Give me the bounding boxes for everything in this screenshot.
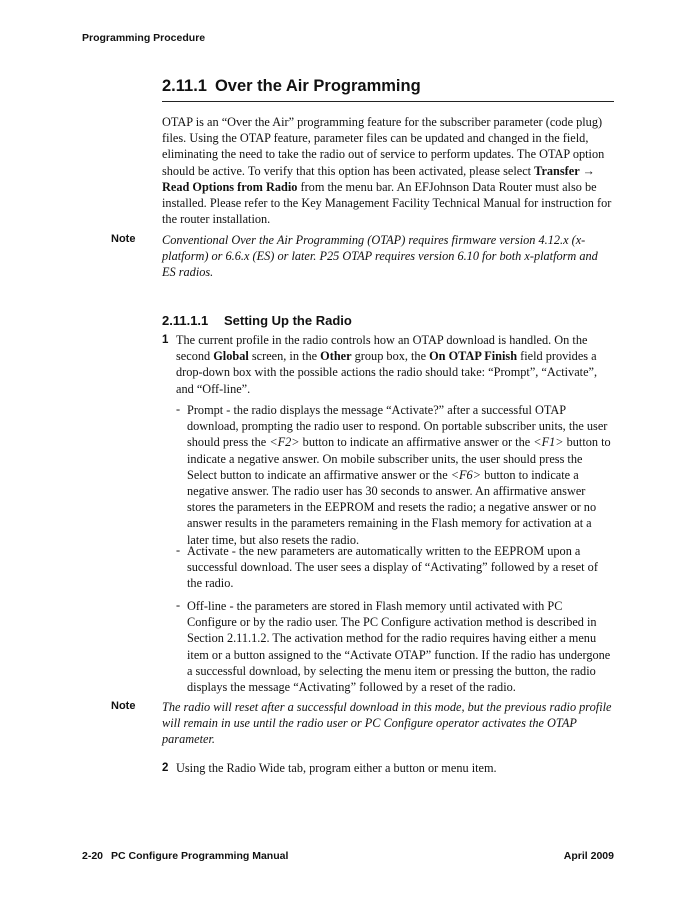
subsection-title-text: Setting Up the Radio (224, 313, 352, 328)
bullet-dash: - (176, 543, 181, 557)
subsection-number: 2.11.1.1 (162, 313, 209, 328)
bullet-activate: Activate - the new parameters are automatically written to the EEPROM upon a successful download. The user sees a display of “Activating” followed by a reset of the radio. (187, 544, 598, 591)
note-label: Note (111, 233, 136, 245)
note-text: The radio will reset after a successful download in this mode, but the previous radio profile will remain in use until the radio user or PC Configure operator activates the OTAP parameter. (162, 700, 612, 747)
footer-left (82, 850, 288, 862)
bullet-dash: - (176, 598, 181, 612)
step-text: Using the Radio Wide tab, program either a button or menu item. (176, 761, 497, 775)
section-number: 2.11.1 (162, 77, 207, 95)
note-label: Note (111, 700, 136, 712)
page-number: 2-20 (82, 850, 104, 862)
step-number: 2 (162, 762, 169, 774)
section-title (162, 77, 421, 96)
bullet-dash: - (176, 402, 181, 416)
step-number: 1 (162, 334, 169, 346)
menu-path: Transfer → Read Options from Radio (162, 163, 595, 194)
step-text: The current profile in the radio controls how an OTAP download is handled. On the second Global screen, in the Other group box, the On OTAP Finish field provides a drop-down box with the possible actions the radio should take: “Prompt”, “Activate”, and “Off-line”. (176, 333, 598, 396)
running-header: Programming Procedure (82, 32, 206, 44)
manual-title: PC Configure Programming Manual (111, 850, 289, 862)
footer-date: April 2009 (563, 850, 614, 862)
section-title-text: Over the Air Programming (214, 77, 421, 95)
bullet-offline: Off-line - the parameters are stored in Flash memory until activated with PC Configure or by the radio user. The PC Configure activation method is described in Section 2.11.1.2. The activation method for the radio requires having either a menu item or a button assigned to the “Activate OTAP” function. If the radio has undergone a successful download, by selecting the menu item or pressing the button, the radio displays the message “Activating” followed by a reset of the radio. (187, 599, 611, 695)
section-rule (162, 101, 614, 102)
subsection-title (162, 313, 352, 328)
note-text: Conventional Over the Air Programming (OTAP) requires firmware version 4.12.x (x-platform) or 6.6.x (ES) or later. P25 OTAP requires version 6.10 for both x-platform and ES radios. (162, 233, 598, 280)
intro-paragraph: OTAP is an “Over the Air” programming feature for the subscriber parameter (code plug) files. Using the OTAP feature, parameter files can be updated and changed in the field, eliminating the need to take the radio out of service to perform updates. The OTAP option should be active. To verify that this option has been activated, please select Transfer → Read Options from Radio from the menu bar. An EFJohnson Data Router must also be installed. Please refer to the Key Management Facility Technical Manual for instruction for the router installation. (162, 115, 612, 227)
bullet-prompt: Prompt - the radio displays the message “Activate?” after a successful OTAP download, prompting the radio user to respond. On portable subscriber units, the user should press the <F2> button to indicate an affirmative answer or the <F1> button to indicate a negative answer. On mobile subscriber units, the user should press the Select button to indicate an affirmative answer or the <F6> button to indicate a negative answer. The radio user has 30 seconds to answer. An affirmative answer stores the parameters in the EEPROM and resets the radio; a negative answer or no answer results in the parameters remaining in the Flash memory for activation at a later time, but also resets the radio. (187, 403, 611, 547)
